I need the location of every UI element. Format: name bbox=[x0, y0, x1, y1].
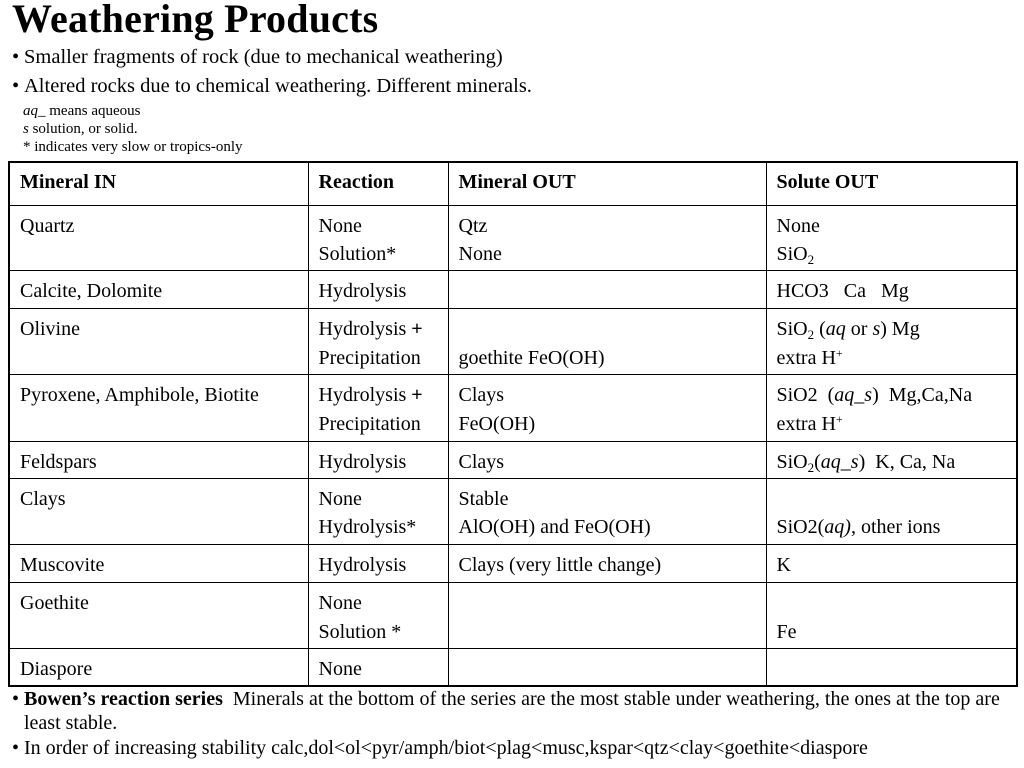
formula-text: ) Mg,Ca,Na bbox=[872, 384, 973, 407]
subscript: 2 bbox=[807, 327, 815, 343]
bullet-stability-order bbox=[12, 737, 1017, 761]
cell-line bbox=[777, 315, 1007, 344]
cell-reaction: Hydrolysis bbox=[308, 270, 448, 308]
cell-line: None bbox=[318, 592, 362, 615]
bullet-dot: • bbox=[12, 737, 20, 759]
table-row bbox=[9, 309, 1017, 375]
cell-solute-out bbox=[766, 309, 1017, 375]
cell-mineral-in: Diaspore bbox=[9, 649, 308, 686]
cell-mineral-in: Goethite bbox=[9, 583, 308, 649]
cell-mineral-out bbox=[448, 270, 766, 308]
cell-line: Hydrolysis* bbox=[318, 516, 417, 539]
cell-text: Hydrolysis bbox=[318, 384, 412, 407]
note-aq bbox=[23, 102, 243, 120]
formula-text: ) K, Ca, Na bbox=[858, 450, 956, 473]
cell-mineral-out bbox=[448, 375, 766, 441]
cell-line bbox=[777, 589, 1007, 618]
cell-line bbox=[459, 315, 756, 344]
formula-text: SiO bbox=[776, 243, 808, 266]
cell-line: goethite FeO(OH) bbox=[458, 346, 605, 369]
cell-line bbox=[319, 381, 438, 410]
notation-notes bbox=[23, 102, 243, 156]
cell-mineral-in: Feldspars bbox=[9, 441, 308, 478]
cell-reaction bbox=[308, 309, 448, 375]
cell-reaction bbox=[308, 375, 448, 441]
cell-line bbox=[777, 513, 1007, 542]
cell-mineral-out bbox=[448, 478, 766, 544]
subscript: 2 bbox=[807, 459, 815, 475]
weathering-table bbox=[8, 161, 1018, 687]
cell-line bbox=[777, 485, 1007, 514]
note-term: s bbox=[23, 121, 29, 137]
bullet-bowen bbox=[12, 688, 1017, 735]
cell-mineral-out bbox=[448, 583, 766, 649]
cell-line: Qtz bbox=[458, 214, 488, 237]
header-reaction: Reaction bbox=[308, 162, 448, 205]
table-row bbox=[9, 205, 1017, 270]
cell-mineral-out bbox=[448, 309, 766, 375]
note-desc: solution, or solid. bbox=[28, 121, 138, 137]
cell-mineral-in: Olivine bbox=[9, 309, 308, 375]
formula-text: extra H bbox=[776, 346, 836, 369]
superscript: + bbox=[835, 345, 843, 360]
note-s bbox=[23, 120, 243, 138]
cell-line: Fe bbox=[776, 620, 797, 643]
cell-mineral-in: Quartz bbox=[9, 205, 308, 270]
cell-line: None bbox=[458, 243, 502, 266]
bullet-chemical bbox=[12, 75, 1012, 98]
formula-text: other ions bbox=[855, 516, 941, 539]
bullet-text: Altered rocks due to chemical weathering. Different minerals. bbox=[24, 75, 532, 97]
formula-text: or bbox=[845, 318, 873, 341]
cell-solute-out bbox=[766, 441, 1017, 478]
cell-line: Solution * bbox=[318, 620, 402, 643]
cell-reaction: Hydrolysis bbox=[308, 441, 448, 478]
formula-italic: aq_s bbox=[820, 450, 859, 473]
table-row bbox=[9, 270, 1017, 308]
cell-reaction: Hydrolysis bbox=[308, 544, 448, 582]
page-title: Weathering Products bbox=[12, 0, 379, 41]
bowen-heading: Bowen’s reaction series bbox=[24, 688, 223, 710]
cell-line: None bbox=[318, 214, 362, 237]
cell-solute-out bbox=[766, 478, 1017, 544]
formula-text: SiO2 ( bbox=[776, 384, 835, 407]
cell-line bbox=[777, 344, 1007, 373]
cell-mineral-in: Clays bbox=[9, 478, 308, 544]
cell-line bbox=[777, 448, 1007, 477]
formula-text: ( bbox=[814, 450, 821, 473]
table-row bbox=[9, 375, 1017, 441]
bowen-text: Minerals at the bottom of the series are the most stable under weathering, the ones at the top are least stable. bbox=[24, 688, 1005, 734]
cell-mineral-in: Pyroxene, Amphibole, Biotite bbox=[9, 375, 308, 441]
table-row bbox=[9, 478, 1017, 544]
cell-line: None bbox=[318, 487, 362, 510]
cell-reaction: None bbox=[308, 649, 448, 686]
cell-mineral-in: Muscovite bbox=[9, 544, 308, 582]
superscript: + bbox=[835, 411, 843, 426]
formula-text: extra H bbox=[776, 412, 836, 435]
formula-italic: aq bbox=[825, 318, 846, 341]
cell-line: Solution* bbox=[318, 243, 397, 266]
plus-sign: + bbox=[411, 318, 423, 341]
formula-text: SiO2( bbox=[776, 516, 825, 539]
header-mineral-out: Mineral OUT bbox=[448, 162, 766, 205]
table-row bbox=[9, 583, 1017, 649]
cell-line bbox=[777, 410, 1007, 439]
cell-text: HCO3 Ca Mg bbox=[776, 279, 909, 302]
cell-line: Clays bbox=[458, 384, 505, 407]
formula-italic: aq_s bbox=[834, 384, 873, 407]
cell-mineral-out bbox=[448, 205, 766, 270]
cell-line: Stable bbox=[458, 487, 509, 510]
cell-mineral-in: Calcite, Dolomite bbox=[9, 270, 308, 308]
stability-order-text: In order of increasing stability calc,dol<ol<pyr/amph/biot<plag<musc,kspar<qtz<clay<goethite<diaspore bbox=[24, 737, 868, 759]
bullet-dot: • bbox=[12, 46, 20, 68]
cell-line bbox=[777, 240, 1007, 269]
table-row bbox=[9, 441, 1017, 478]
cell-mineral-out: Clays (very little change) bbox=[448, 544, 766, 582]
bottom-bullets bbox=[12, 688, 1017, 763]
intro-bullets bbox=[12, 46, 1012, 104]
cell-line bbox=[319, 315, 438, 344]
cell-solute-out: K bbox=[766, 544, 1017, 582]
table-row bbox=[9, 544, 1017, 582]
header-solute-out: Solute OUT bbox=[766, 162, 1017, 205]
plus-sign: + bbox=[411, 384, 423, 407]
subscript: 2 bbox=[807, 252, 815, 268]
cell-line: None bbox=[776, 214, 820, 237]
cell-reaction bbox=[308, 583, 448, 649]
cell-line: Precipitation bbox=[318, 412, 421, 435]
cell-text: Hydrolysis bbox=[318, 318, 412, 341]
header-mineral-in: Mineral IN bbox=[9, 162, 308, 205]
formula-text: SiO bbox=[776, 450, 808, 473]
cell-reaction bbox=[308, 205, 448, 270]
formula-italic: aq), bbox=[824, 516, 856, 539]
cell-solute-out bbox=[766, 649, 1017, 686]
formula-text: ( bbox=[814, 318, 826, 341]
bullet-dot: • bbox=[12, 688, 20, 710]
table-header-row bbox=[9, 162, 1017, 205]
cell-line: AlO(OH) and FeO(OH) bbox=[458, 516, 651, 539]
cell-line: Precipitation bbox=[318, 346, 421, 369]
bullet-dot: • bbox=[12, 75, 20, 97]
bullet-mechanical bbox=[12, 46, 1012, 69]
note-term: aq_ bbox=[23, 103, 46, 119]
formula-text: ) Mg bbox=[880, 318, 920, 341]
table-row bbox=[9, 649, 1017, 686]
bullet-text: Smaller fragments of rock (due to mechanical weathering) bbox=[24, 46, 503, 68]
cell-solute-out bbox=[766, 375, 1017, 441]
cell-reaction bbox=[308, 478, 448, 544]
cell-solute-out bbox=[766, 205, 1017, 270]
note-star: * indicates very slow or tropics-only bbox=[23, 139, 243, 155]
cell-solute-out bbox=[766, 270, 1017, 308]
note-desc: means aqueous bbox=[45, 103, 141, 119]
cell-solute-out bbox=[766, 583, 1017, 649]
formula-text: SiO bbox=[776, 318, 808, 341]
cell-line: FeO(OH) bbox=[458, 412, 536, 435]
cell-line bbox=[777, 381, 1007, 410]
cell-mineral-out: Clays bbox=[448, 441, 766, 478]
formula-italic: s bbox=[872, 318, 881, 341]
cell-mineral-out bbox=[448, 649, 766, 686]
